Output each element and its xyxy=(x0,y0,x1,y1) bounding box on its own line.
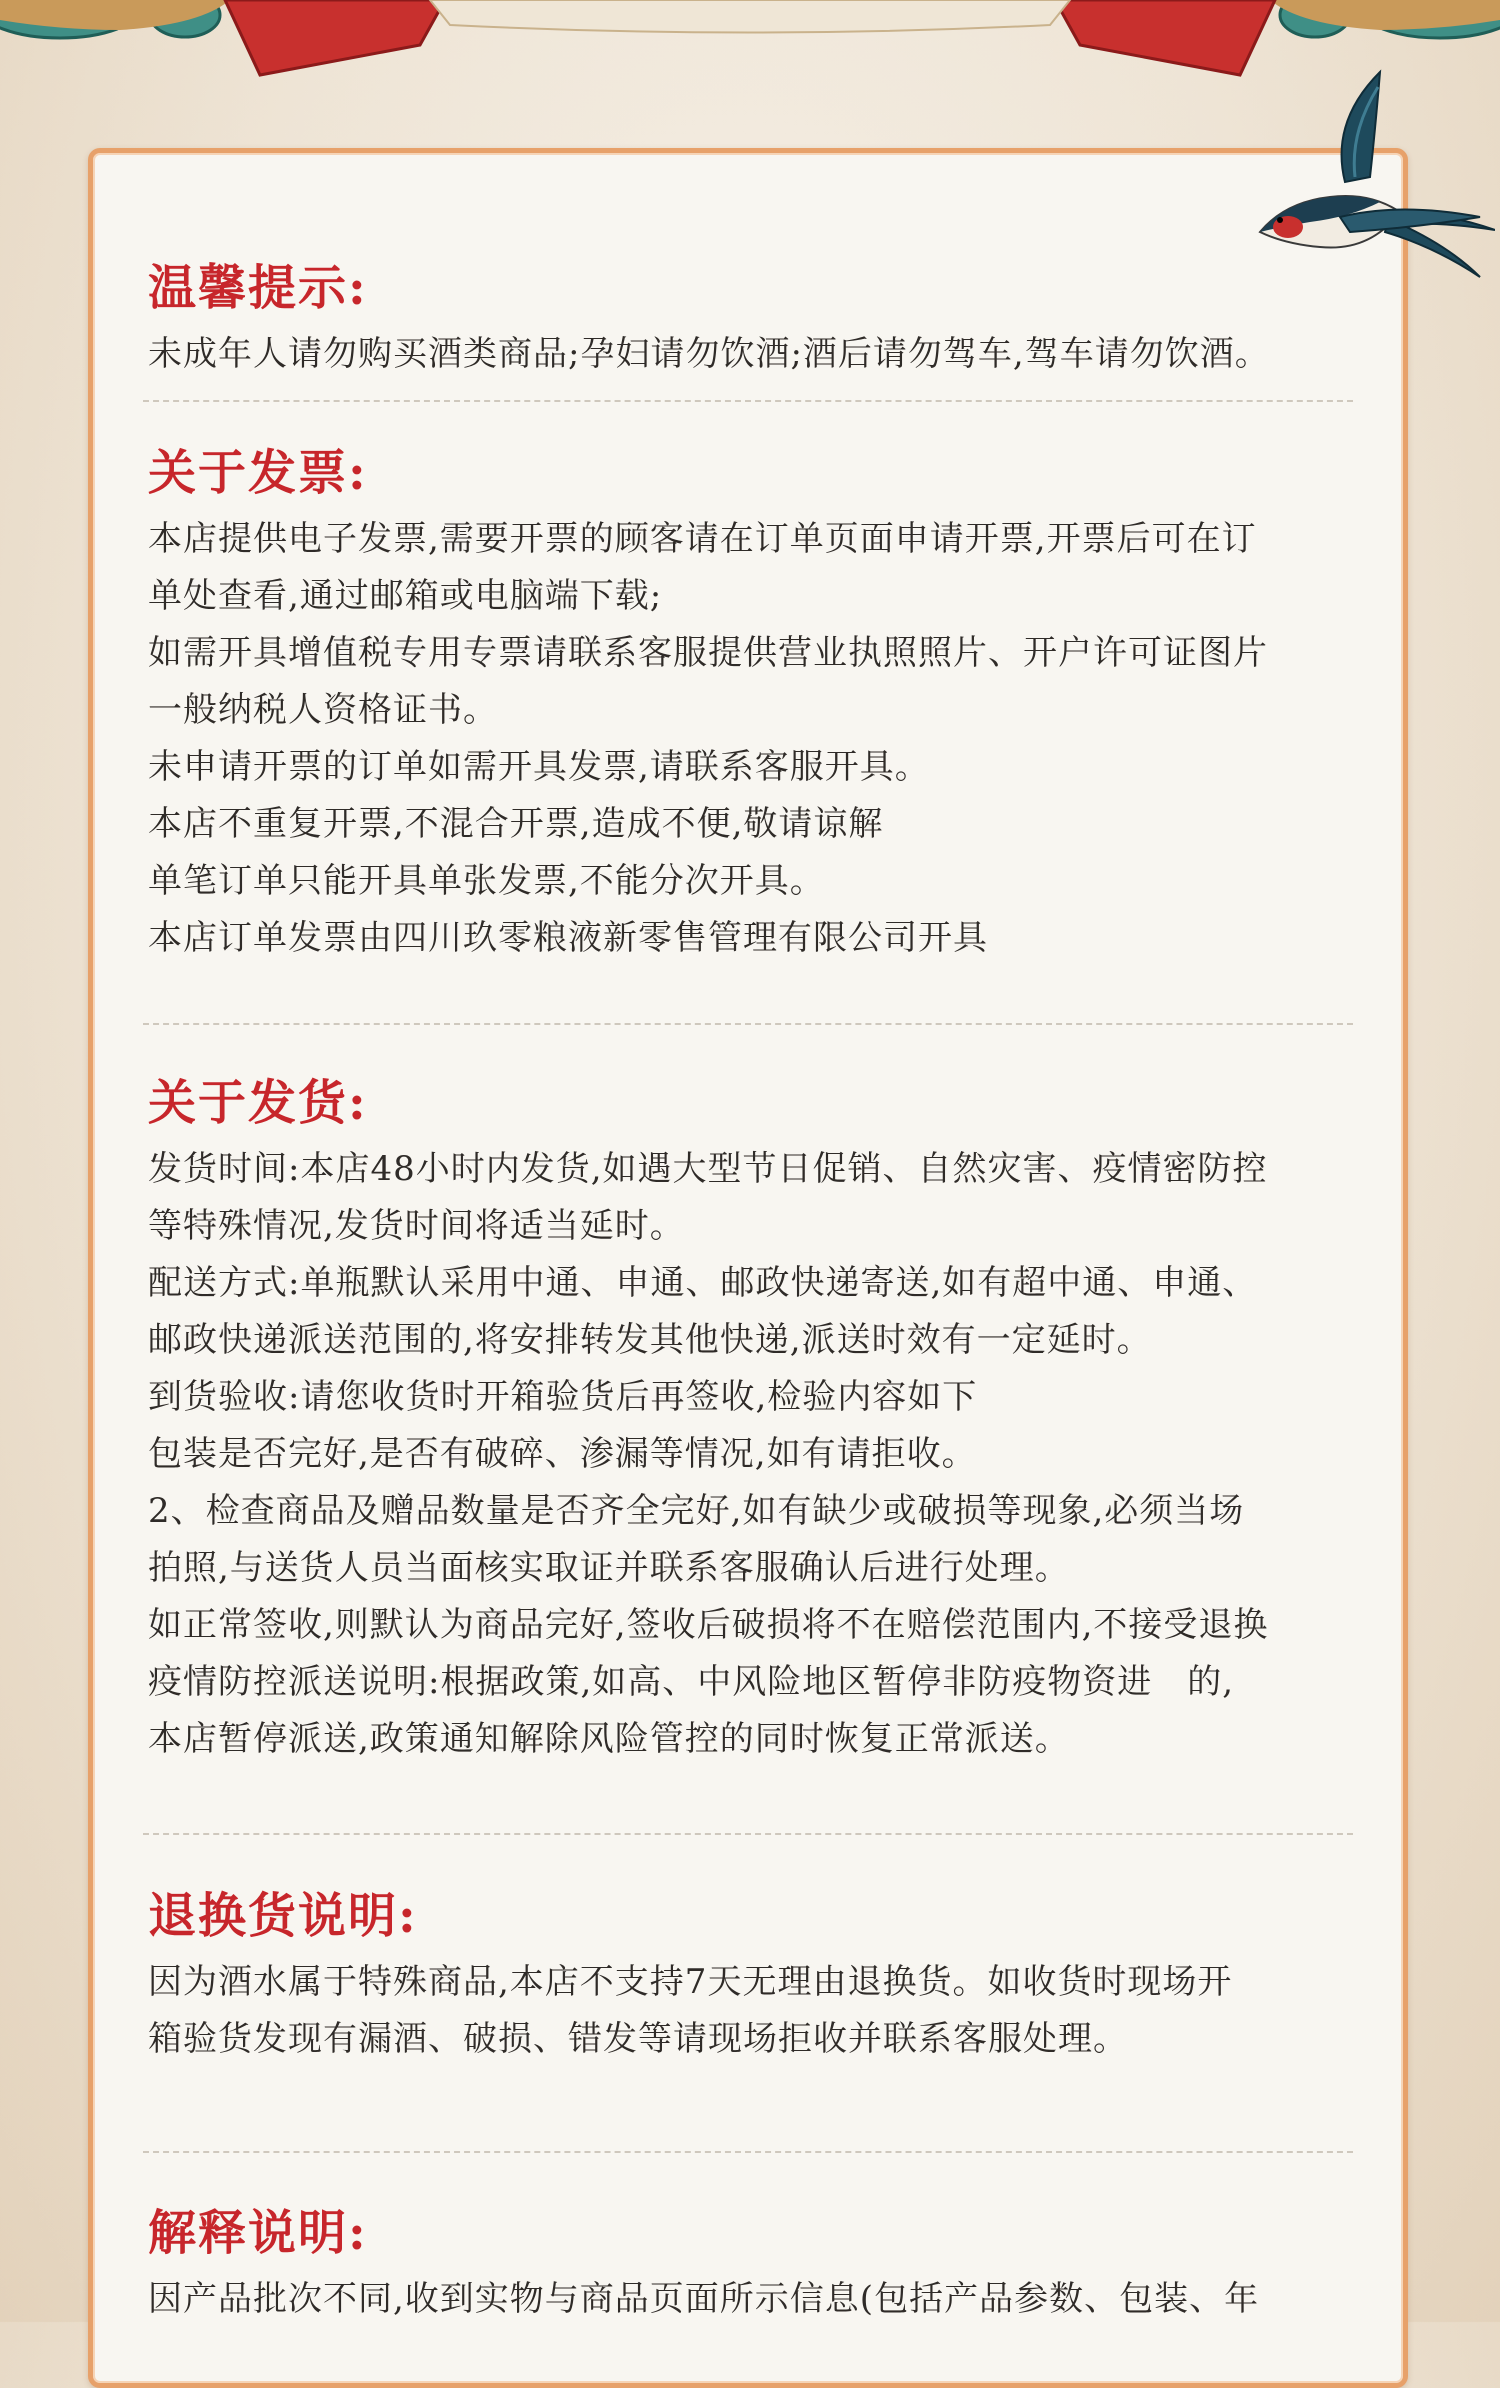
text-line: 配送方式:单瓶默认采用中通、申通、邮政快递寄送,如有超中通、申通、 xyxy=(148,1263,1258,1303)
dashed-divider xyxy=(143,1023,1353,1025)
section-heading: 关于发票: xyxy=(148,445,368,501)
text-line: 2、检查商品及赠品数量是否齐全完好,如有缺少或破损等现象,必须当场 xyxy=(148,1491,1245,1531)
text-line: 到货验收:请您收货时开箱验货后再签收,检验内容如下 xyxy=(148,1377,978,1417)
text-line: 单笔订单只能开具单张发票,不能分次开具。 xyxy=(148,861,825,901)
text-line: 箱验货发现有漏酒、破损、错发等请现场拒收并联系客服处理。 xyxy=(148,2019,1128,2059)
section-body xyxy=(148,2271,1383,2328)
text-line: 因为酒水属于特殊商品,本店不支持7天无理由退换货。如收货时现场开 xyxy=(148,1962,1233,2002)
text-line: 本店不重复开票,不混合开票,造成不便,敬请谅解 xyxy=(148,804,884,844)
section-heading: 解释说明: xyxy=(148,2205,368,2261)
section-heading: 关于发货: xyxy=(148,1075,368,1131)
section-heading: 退换货说明: xyxy=(148,1888,418,1944)
info-card xyxy=(88,148,1408,2388)
section-body xyxy=(148,326,1383,383)
text-line: 包装是否完好,是否有破碎、渗漏等情况,如有请拒收。 xyxy=(148,1434,977,1474)
text-line: 本店提供电子发票,需要开票的顾客请在订单页面申请开票,开票后可在订 xyxy=(148,519,1257,559)
section-heading: 温馨提示: xyxy=(148,260,368,316)
text-line: 疫情防控派送说明:根据政策,如高、中风险地区暂停非防疫物资进 的, xyxy=(148,1662,1235,1702)
section-body xyxy=(148,511,1383,967)
text-line: 等特殊情况,发货时间将适当延时。 xyxy=(148,1206,685,1246)
text-line: 单处查看,通过邮箱或电脑端下载; xyxy=(148,576,663,616)
text-line: 因产品批次不同,收到实物与商品页面所示信息(包括产品参数、包装、年 xyxy=(148,2279,1260,2319)
text-line: 未申请开票的订单如需开具发票,请联系客服开具。 xyxy=(148,747,930,787)
section-body xyxy=(148,1141,1383,1768)
swallow-icon xyxy=(1250,62,1495,312)
text-line: 如需开具增值税专用专票请联系客服提供营业执照照片、开户许可证图片 xyxy=(148,633,1268,673)
dashed-divider xyxy=(143,400,1353,402)
section-invoice xyxy=(148,443,1383,967)
text-line: 一般纳税人资格证书。 xyxy=(148,690,498,730)
text-line: 拍照,与送货人员当面核实取证并联系客服确认后进行处理。 xyxy=(148,1548,1070,1588)
section-returns xyxy=(148,1886,1383,2068)
section-shipping xyxy=(148,1073,1383,1768)
text-line: 发货时间:本店48小时内发货,如遇大型节日促销、自然灾害、疫情密防控 xyxy=(148,1149,1268,1189)
text-line: 如正常签收,则默认为商品完好,签收后破损将不在赔偿范围内,不接受退换 xyxy=(148,1605,1269,1645)
text-line: 本店暂停派送,政策通知解除风险管控的同时恢复正常派送。 xyxy=(148,1719,1070,1759)
text-line: 本店订单发票由四川玖零粮液新零售管理有限公司开具 xyxy=(148,918,988,958)
text-line: 未成年人请勿购买酒类商品;孕妇请勿饮酒;酒后请勿驾车,驾车请勿饮酒。 xyxy=(148,334,1270,374)
section-tips xyxy=(148,258,1383,383)
section-explanation xyxy=(148,2203,1383,2328)
dashed-divider xyxy=(143,1833,1353,1835)
dashed-divider xyxy=(143,2151,1353,2153)
text-line: 邮政快递派送范围的,将安排转发其他快递,派送时效有一定延时。 xyxy=(148,1320,1152,1360)
section-body xyxy=(148,1954,1383,2068)
